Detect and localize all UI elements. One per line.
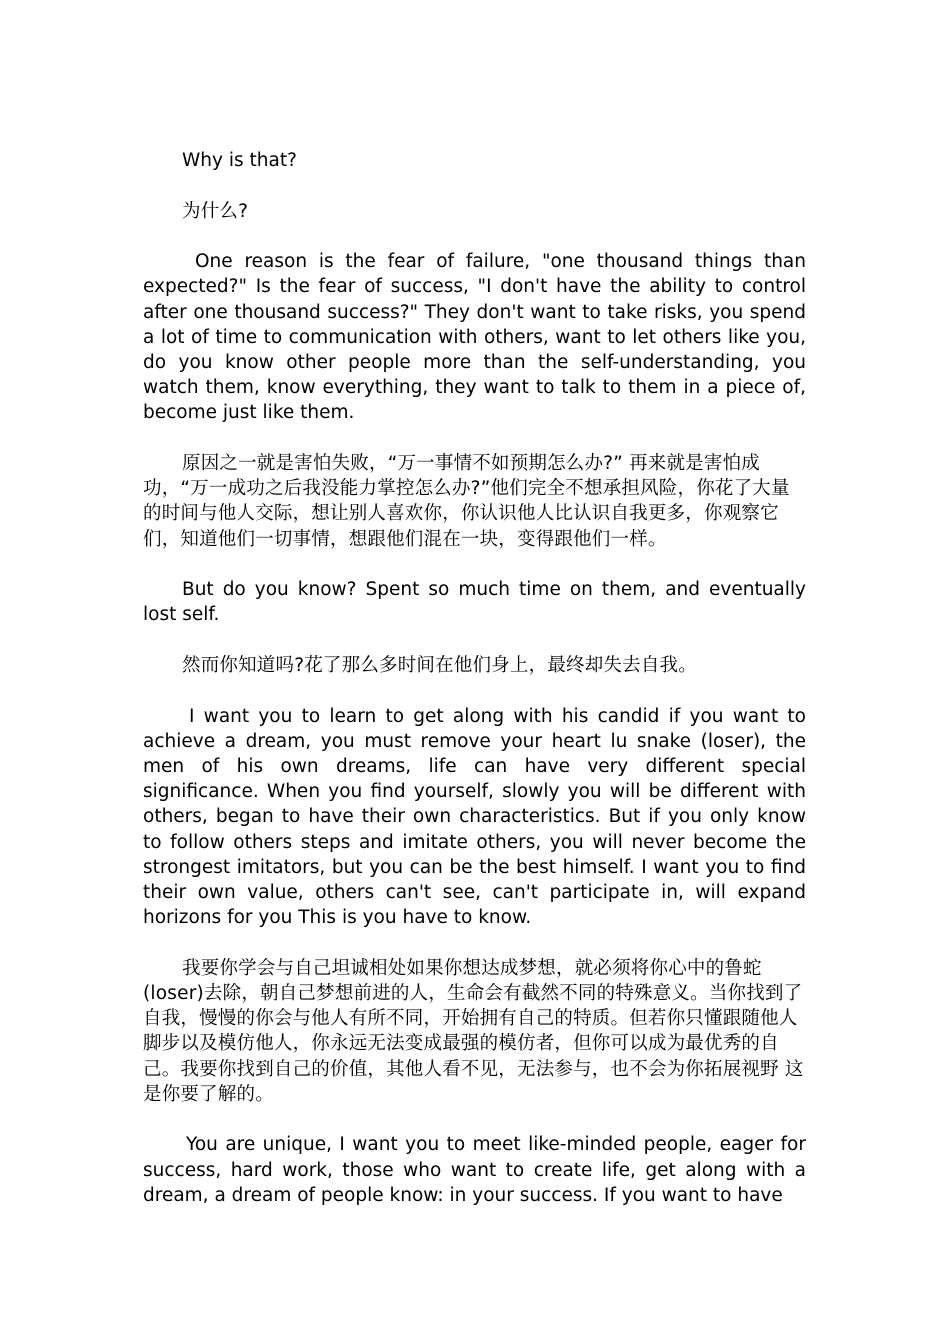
paragraph-english-fear: One reason is the fear of failure, "one thousand things than expected?" Is the fear of success, "I don't have the ability to control after one thousand success?" They don't want to take risks, you spend a lot of time to communication with others, want to let others like you, do you know other people more than the self-understanding, you watch them, know everything, they want to talk to them in a piece of, become just like them. [143, 251, 806, 424]
paragraph-chinese-candid: 我要你学会与自己坦诚相处如果你想达成梦想，就必须将你心中的鲁蛇(loser)去除，朝自己梦想前进的人，生命会有截然不同的特殊意义。当你找到了自我，慢慢的你会与他人有所不同，开始拥有自己的特质。但若你只懂跟随他人脚步以及模仿他人，你永远无法变成最强的模仿者，但你可以成为最优秀的自己。我要你找到自己的价值，其他人看不见，无法参与，也不会为你拓展视野 这是你要了解的。 [143, 957, 804, 1105]
paragraph-chinese-question: 为什么? [182, 200, 249, 222]
paragraph-english-question: Why is that? [182, 150, 297, 171]
paragraph-chinese-lost-self: 然而你知道吗?花了那么多时间在他们身上，最终却失去自我。 [182, 655, 697, 676]
paragraph-english-candid: I want you to learn to get along with his candid if you want to achieve a dream, you must remove your heart lu snake (loser), the men of his own dreams, life can have very different special significance. When you find yourself, slowly you will be different with others, began to have their own characteristics. But if you only know to follow others steps and imitate others, you will never become the strongest imitators, but you can be the best himself. I want you to find their own value, others can't see, can't participate in, will expand horizons for you This is you have to know. [143, 705, 806, 929]
paragraph-english-lost-self: But do you know? Spent so much time on them, and eventually lost self. [143, 579, 806, 626]
paragraph-chinese-fear: 原因之一就是害怕失败，“万一事情不如预期怎么办?” 再来就是害怕成功，“万一成功之后我没能力掌控怎么办?”他们完全不想承担风险，你花了大量的时间与他人交际，想让别人喜欢你，你认识他人比认识自我更多，你观察它们，知道他们一切事情，想跟他们混在一块，变得跟他们一样。 [143, 453, 790, 550]
document-page [143, 148, 806, 1233]
paragraph-english-unique: You are unique, I want you to meet like-minded people, eager for success, hard work, those who want to create life, get along with a dream, a dream of people know: in your success. If you want to have [143, 1134, 806, 1206]
